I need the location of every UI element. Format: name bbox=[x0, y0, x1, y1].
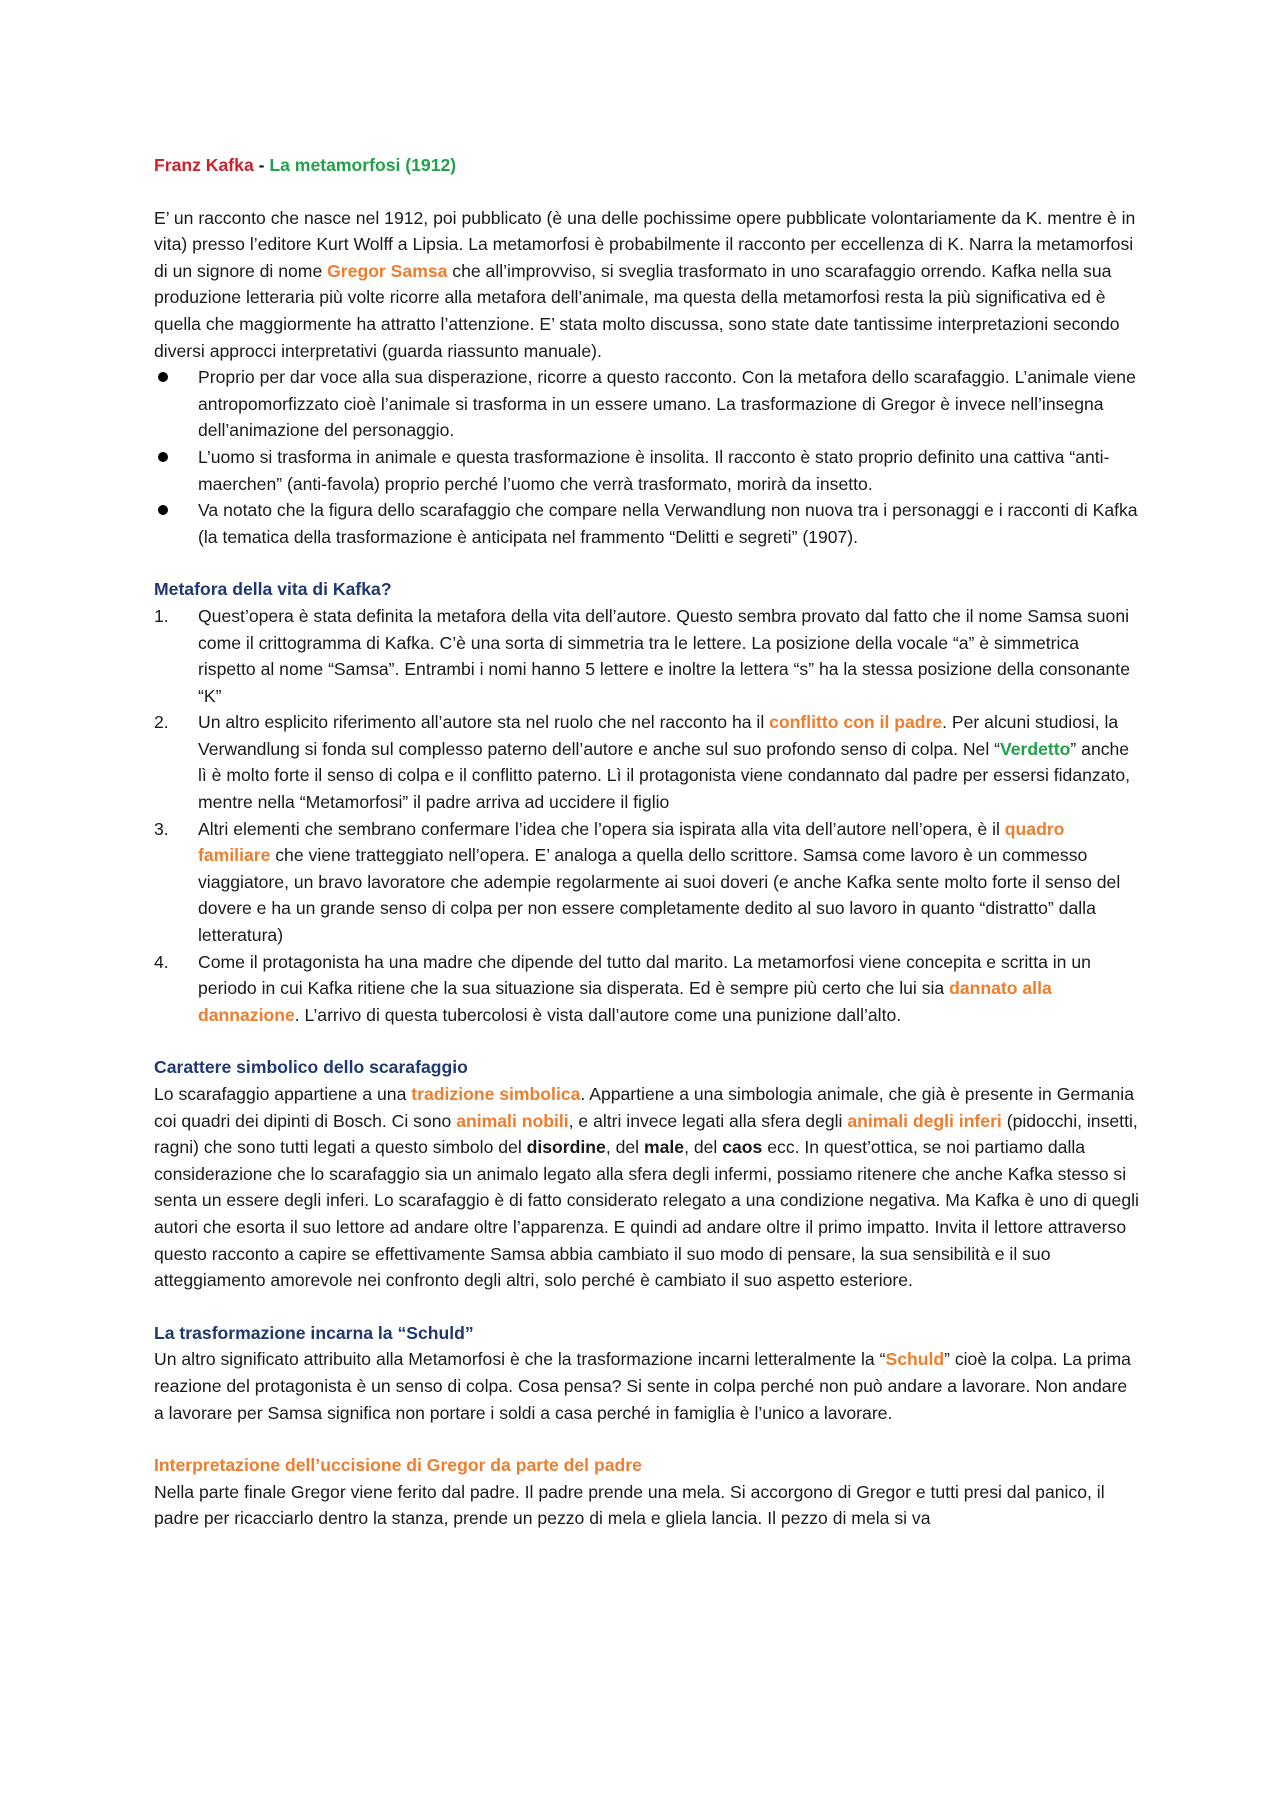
numbered-item bbox=[154, 816, 1139, 949]
highlight-dannazione: dannato alla dannazione bbox=[198, 978, 1052, 1025]
section-heading-metafora: Metafora della vita di Kafka? bbox=[154, 579, 392, 600]
section-paragraph-carattere bbox=[154, 1081, 1139, 1294]
highlight-tradizione: tradizione simbolica bbox=[411, 1084, 581, 1104]
numbered-item bbox=[154, 709, 1139, 815]
title-separator: - bbox=[253, 155, 270, 175]
bold-disordine: disordine bbox=[526, 1137, 606, 1158]
para-text: , del bbox=[684, 1137, 723, 1158]
item-text: ” anche lì è molto forte il senso di colpa e il conflitto paterno. Lì il protagonista viene condannato dal padre per essersi fidanzato, mentre nella “Metamorfosi” il padre arriva ad uccidere il figlio bbox=[198, 738, 1131, 813]
intro-text-1: E’ un racconto che nasce nel 1912, poi pubblicato (è una delle pochissime opere pubblicate volontariamente da K. mentre è in vita) presso l’editore Kurt Wolff a Lipsia. La metamorfosi è probabilmente il racconto per eccellenza di K. Narra la metamorfosi di un signore di nome bbox=[154, 207, 1136, 281]
section-heading-schuld: La trasformazione incarna la “Schuld” bbox=[154, 1322, 474, 1343]
numbered-item bbox=[154, 949, 1139, 1029]
numbered-item bbox=[154, 603, 1139, 709]
item-text: . L’arrivo di questa tubercolosi è vista dall’autore come una punizione dall’alto. bbox=[294, 1004, 902, 1025]
para-text: ” cioè la colpa. La prima reazione del protagonista è un senso di colpa. Cosa pensa? Si sente in colpa perché non può andare a lavorare. Non andare a lavorare per Samsa significa non portare i soldi a casa perché in famiglia è l’unico a lavorare. bbox=[154, 1349, 1131, 1423]
title-work: La metamorfosi (1912) bbox=[269, 155, 457, 175]
title-author: Franz Kafka bbox=[154, 155, 254, 175]
section-heading-uccisione: Interpretazione dell’uccisione di Gregor da parte del padre bbox=[154, 1455, 642, 1476]
item-text: Un altro esplicito riferimento all’autore sta nel ruolo che nel racconto ha il bbox=[198, 712, 770, 733]
highlight-animali-nobili: animali nobili bbox=[456, 1110, 569, 1131]
bold-caos: caos bbox=[722, 1137, 763, 1158]
highlight-schuld: Schuld bbox=[885, 1349, 945, 1370]
intro-text-2: che all’improvviso, si sveglia trasformato in uno scarafaggio orrendo. Kafka nella sua produzione letteraria più volte ricorre alla metafora dell’animale, ma questa della metamorfosi resta la più significativa ed è quella che maggiormente ha attratto l’attenzione. E’ stata molto discussa, sono state date tantissime interpretazioni secondo diversi approcci interpretativi (guarda riassunto manuale). bbox=[154, 260, 1120, 361]
bullet-list bbox=[154, 364, 1139, 550]
item-text: Altri elementi che sembrano confermare l’idea che l’opera sia ispirata alla vita dell’autore nell’opera, è il bbox=[198, 818, 1005, 839]
item-number: 3. bbox=[154, 818, 169, 839]
para-text: Un altro significato attribuito alla Metamorfosi è che la trasformazione incarni letteralmente la “ bbox=[154, 1349, 886, 1370]
item-text: . Per alcuni studiosi, la Verwandlung si fonda sul complesso paterno dell’autore e anche sul suo profondo senso di colpa. Nel “ bbox=[198, 712, 1119, 759]
highlight-animali-inferi: animali degli inferi bbox=[847, 1110, 1002, 1131]
highlight-conflitto: conflitto con il padre bbox=[769, 712, 943, 733]
highlight-verdetto: Verdetto bbox=[1000, 738, 1071, 759]
para-text: (pidocchi, insetti, ragni) che sono tutti legati a questo simbolo del bbox=[154, 1110, 1138, 1158]
item-number: 2. bbox=[154, 712, 169, 733]
document-title bbox=[154, 152, 1139, 179]
item-number: 1. bbox=[154, 605, 169, 626]
item-text: Quest’opera è stata definita la metafora della vita dell’autore. Questo sembra provato dal fatto che il nome Samsa suoni come il crittogramma di Kafka. C’è una sorta di simmetria tra le lettere. La posizione della vocale “a” è simmetrica rispetto al nome “Samsa”. Entrambi i nomi hanno 5 lettere e inoltre la lettera “s” ha la stessa posizione della consonante “K” bbox=[198, 605, 1130, 706]
bullet-item: Proprio per dar voce alla sua disperazione, ricorre a questo racconto. Con la metafora dello scarafaggio. L’animale viene antropomorfizzato cioè l’animale si trasforma in un essere umano. La trasformazione di Gregor è invece nell’insegna dell’animazione del personaggio. bbox=[154, 364, 1139, 444]
item-text: che viene tratteggiato nell’opera. E’ analoga a quella dello scrittore. Samsa come lavoro è un commesso viaggiatore, un bravo lavoratore che adempie regolarmente ai suoi doveri (e anche Kafka sente molto forte il senso del dovere e ha un grande senso di colpa per non essere completamente dedito al suo lavoro in quanto “distratto” dalla letteratura) bbox=[198, 845, 1121, 946]
section-heading-carattere: Carattere simbolico dello scarafaggio bbox=[154, 1057, 468, 1078]
section-paragraph-schuld bbox=[154, 1346, 1139, 1426]
highlight-quadro-familiare: quadro familiare bbox=[198, 818, 1065, 866]
item-number: 4. bbox=[154, 951, 169, 972]
bullet-item: L’uomo si trasforma in animale e questa trasformazione è insolita. Il racconto è stato proprio definito una cattiva “anti-maerchen” (anti-favola) proprio perché l’uomo che verrà trasformato, morirà da insetto. bbox=[154, 444, 1139, 497]
para-text: . Appartiene a una simbologia animale, che già è presente in Germania coi quadri dei dipinti di Bosch. Ci sono bbox=[154, 1084, 1134, 1131]
item-text: Come il protagonista ha una madre che dipende del tutto dal marito. La metamorfosi viene concepita e scritta in un periodo in cui Kafka ritiene che la sua situazione sia disperata. Ed è sempre più certo che lui sia bbox=[198, 951, 1091, 999]
bullet-item: Va notato che la figura dello scarafaggio che compare nella Verwandlung non nuova tra i personaggi e i racconti di Kafka (la tematica della trasformazione è anticipata nel frammento “Delitti e segreti” (1907). bbox=[154, 497, 1139, 550]
para-text: , e altri invece legati alla sfera degli bbox=[568, 1110, 848, 1131]
section-paragraph-uccisione: Nella parte finale Gregor viene ferito dal padre. Il padre prende una mela. Si accorgono di Gregor e tutti presi dal panico, il padre per ricacciarlo dentro la stanza, prende un pezzo di mela e gliela lancia. Il pezzo di mela si va bbox=[154, 1481, 1105, 1529]
para-text: , del bbox=[605, 1137, 644, 1158]
document-page bbox=[154, 152, 1139, 1532]
numbered-list bbox=[154, 603, 1139, 1029]
intro-paragraph bbox=[154, 205, 1139, 365]
highlight-gregor-samsa: Gregor Samsa bbox=[327, 260, 448, 281]
para-text: Lo scarafaggio appartiene a una bbox=[154, 1084, 412, 1104]
para-text: ecc. In quest’ottica, se noi partiamo dalla considerazione che lo scarafaggio sia un animalo legato alla sfera degli infermi, possiamo ritenere che anche Kafka stesso si senta un essere degli inferi. Lo scarafaggio è di fatto considerato relegato a una condizione negativa. Ma Kafka è uno di quegli autori che esorta il suo lettore ad andare oltre l’apparenza. E quindi ad andare oltre il primo impatto. Invita il lettore attraverso questo racconto a capire se effettivamente Samsa abbia cambiato il suo modo di pensare, la sua sensibilità e il suo atteggiamento amorevole nei confronto degli altri, solo perché è cambiato il suo aspetto esteriore. bbox=[154, 1137, 1139, 1291]
bold-male: male bbox=[643, 1137, 685, 1158]
